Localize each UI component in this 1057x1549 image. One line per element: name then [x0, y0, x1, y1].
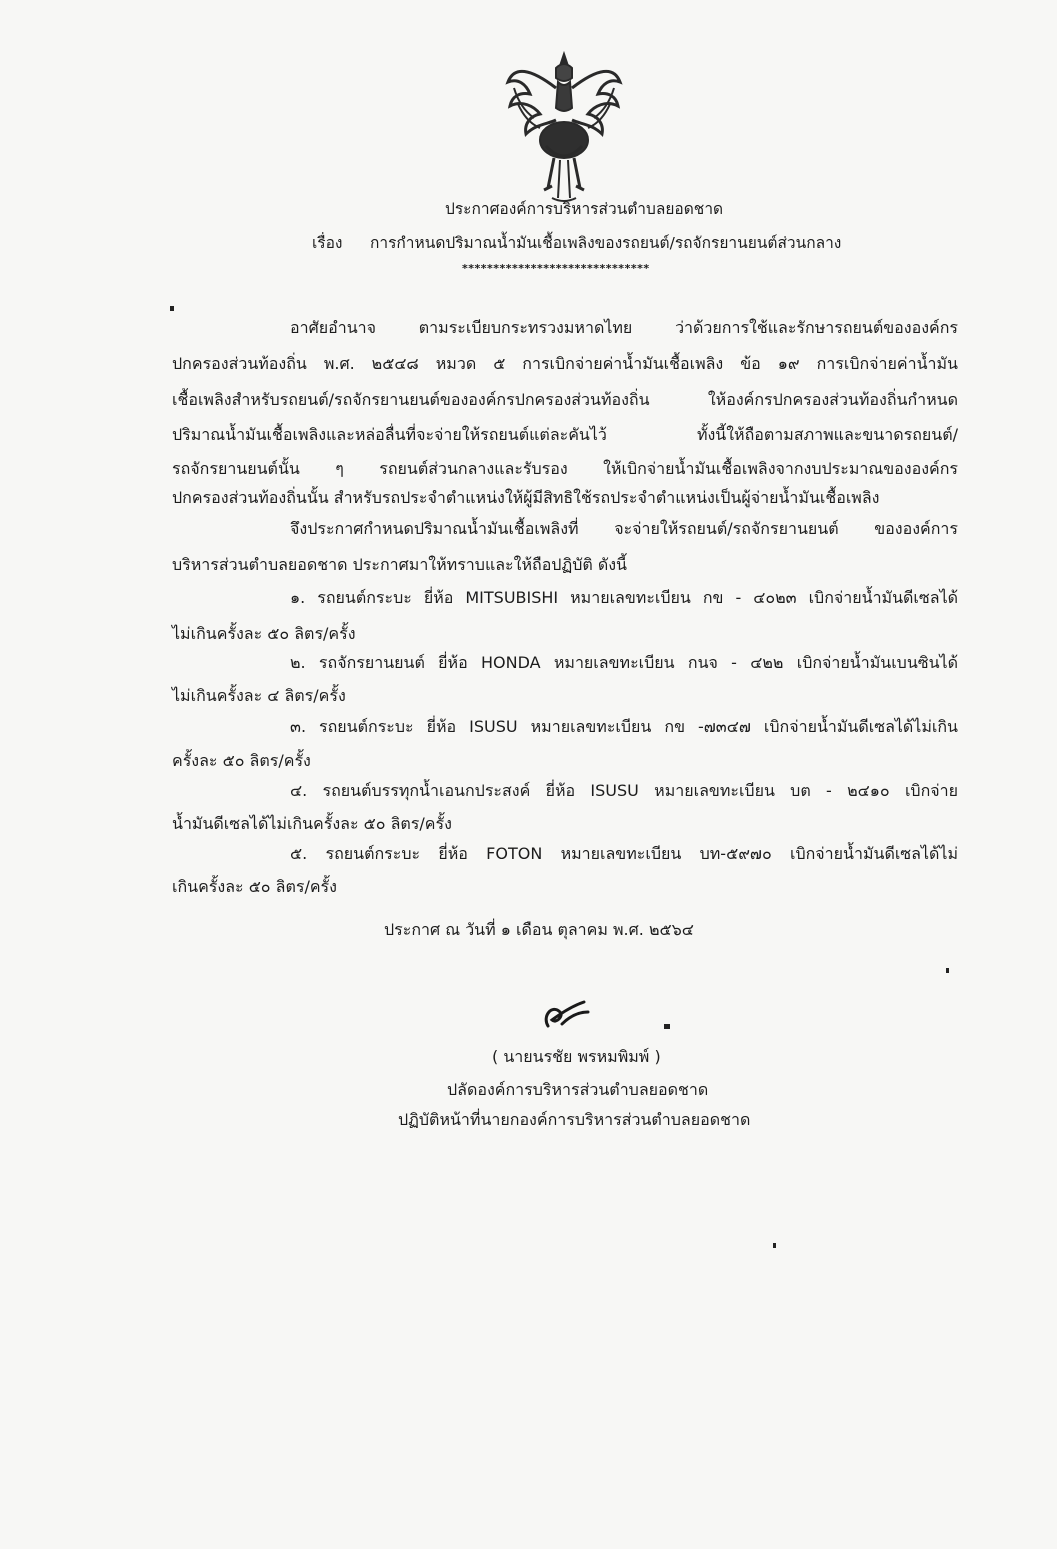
vehicle-item-continued: ไม่เกินครั้งละ ๕๐ ลิตร/ครั้ง [172, 624, 356, 643]
signatory-acting-position: ปฏิบัติหน้าที่นายกองค์การบริหารส่วนตำบลยอดชาด [398, 1110, 751, 1129]
vehicle-item: ๓. รถยนต์กระบะ ยี่ห้อ ISUSU หมายเลขทะเบียน กข -๗๓๔๗ เบิกจ่ายน้ำมันดีเซลได้ไม่เกิน [290, 717, 958, 736]
paragraph-line: เชื้อเพลิงสำหรับรถยนต์/รถจักรยานยนต์ขององค์กรปกครองส่วนท้องถิ่น ให้องค์กรปกครองส่วนท้องถิ่นกำหนด [172, 390, 958, 409]
vehicle-item-continued: ไม่เกินครั้งละ ๔ ลิตร/ครั้ง [172, 686, 346, 705]
vehicle-item: ๒. รถจักรยานยนต์ ยี่ห้อ HONDA หมายเลขทะเบียน กนจ - ๔๒๒ เบิกจ่ายน้ำมันเบนซินได้ [290, 653, 958, 672]
paragraph-line: ปริมาณน้ำมันเชื้อเพลิงและหล่อลื่นที่จะจ่ายให้รถยนต์แต่ละคันไว้ ทั้งนี้ให้ถือตามสภาพและขนาดรถยนต์/ [172, 425, 958, 444]
vehicle-item: ๑. รถยนต์กระบะ ยี่ห้อ MITSUBISHI หมายเลขทะเบียน กข - ๔๐๒๓ เบิกจ่ายน้ำมันดีเซลได้ [290, 588, 958, 607]
paragraph-line: ปกครองส่วนท้องถิ่น พ.ศ. ๒๕๔๘ หมวด ๕ การเบิกจ่ายค่าน้ำมันเชื้อเพลิง ข้อ ๑๙ การเบิกจ่ายค่าน้ำมัน [172, 354, 958, 373]
vehicle-item-continued: น้ำมันดีเซลได้ไม่เกินครั้งละ ๕๐ ลิตร/ครั้ง [172, 814, 452, 833]
vehicle-item: ๔. รถยนต์บรรทุกน้ำเอนกประสงค์ ยี่ห้อ ISUSU หมายเลขทะเบียน บต - ๒๔๑๐ เบิกจ่าย [290, 781, 958, 800]
vehicle-item: ๕. รถยนต์กระบะ ยี่ห้อ FOTON หมายเลขทะเบียน บท-๕๙๗๐ เบิกจ่ายน้ำมันดีเซลได้ไม่ [290, 844, 958, 863]
paragraph-line: รถจักรยานยนต์นั้น ๆ รถยนต์ส่วนกลางและรับรอง ให้เบิกจ่ายน้ำมันเชื้อเพลิงจากงบประมาณขององค์กร [172, 459, 958, 478]
announcement-title: ประกาศองค์การบริหารส่วนตำบลยอดชาด [445, 200, 724, 218]
paragraph-line: ปกครองส่วนท้องถิ่นนั้น สำหรับรถประจำตำแหน่งให้ผู้มีสิทธิใช้รถประจำตำแหน่งเป็นผู้จ่ายน้ำมันเชื้อเพลิง [172, 488, 880, 507]
separator-line: ****************************** [462, 262, 650, 275]
subject-label: เรื่อง [312, 234, 343, 252]
paragraph-line: อาศัยอำนาจ ตามระเบียบกระทรวงมหาดไทย ว่าด้วยการใช้และรักษารถยนต์ขององค์กร [290, 318, 958, 337]
scan-speck [946, 968, 949, 973]
scan-speck [773, 1243, 776, 1248]
scan-speck [170, 306, 174, 311]
vehicle-item-continued: เกินครั้งละ ๕๐ ลิตร/ครั้ง [172, 877, 337, 896]
ink-mark [664, 1024, 670, 1029]
vehicle-item-continued: ครั้งละ ๕๐ ลิตร/ครั้ง [172, 751, 311, 770]
paragraph-line: จึงประกาศกำหนดปริมาณน้ำมันเชื้อเพลิงที่ จะจ่ายให้รถยนต์/รถจักรยานยนต์ ขององค์การ [290, 519, 958, 538]
signatory-position: ปลัดองค์การบริหารส่วนตำบลยอดชาด [447, 1080, 709, 1099]
subject-text: การกำหนดปริมาณน้ำมันเชื้อเพลิงของรถยนต์/รถจักรยานยนต์ส่วนกลาง [370, 234, 842, 252]
handwritten-signature [538, 996, 598, 1034]
garuda-emblem-icon [500, 48, 628, 206]
signatory-name: ( นายนรชัย พรหมพิมพ์ ) [492, 1047, 661, 1066]
paragraph-line: บริหารส่วนตำบลยอดชาด ประกาศมาให้ทราบและให้ถือปฏิบัติ ดังนี้ [172, 555, 627, 574]
announcement-date: ประกาศ ณ วันที่ ๑ เดือน ตุลาคม พ.ศ. ๒๕๖๔ [384, 920, 694, 939]
